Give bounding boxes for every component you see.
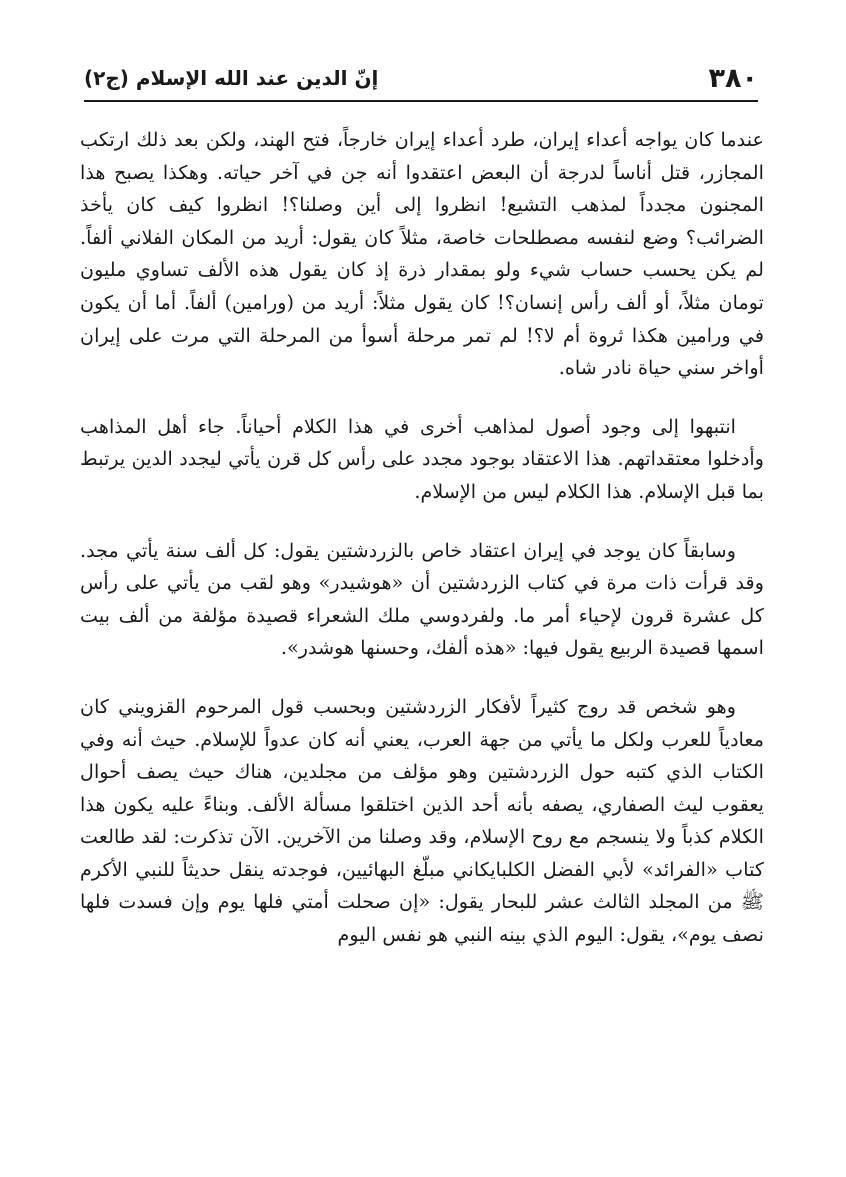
paragraph-1: عندما كان يواجه أعداء إيران، طرد أعداء إيران خارجاً، فتح الهند، ولكن بعد ذلك ارتكب المجازر، قتل أناساً لدرجة أن البعض اعتقدوا أنه جن في آخر حياته. وهكذا يصبح هذا المجنون مجدداً لمذهب التشيع! انظروا إلى أين وصلنا؟! انظروا كيف كان يأخذ الضرائب؟ وضع لنفسه مصطلحات خاصة، مثلاً كان يقول: أريد من المكان الفلاني ألفاً. لم يكن يحسب حساب شيء ولو بمقدار ذرة إذ كان يقول هذه الألف تساوي مليون تومان مثلاً، أو ألف رأس إنسان؟! كان يقول مثلاً: أريد من (ورامين) ألفاً. أما أن يكون في ورامين هكذا ثروة أم لا؟! لم تمر مرحلة أسوأ من المرحلة التي مرت على إيران أواخر سني حياة نادر شاه. [80,128,764,380]
running-title: إنّ الدين عند الله الإسلام (ج٢) [84,66,379,90]
paragraph-4: وهو شخص قد روج كثيراً لأفكار الزردشتين وبحسب قول المرحوم القزويني كان معادياً للعرب ولكل ما يأتي من جهة العرب، يعني أنه كان عدواً للإسلام. حيث أنه وفي الكتاب الذي كتبه حول الزردشتين وهو مؤلف من مجلدين، هناك حيث يصف أحوال يعقوب ليث الصفاري، يصفه بأنه أحد الذين اختلقوا مسألة الألف. وبناءً عليه يكون هذا الكلام كذباً ولا ينسجم مع روح الإسلام، وقد وصلنا من الآخرين. الآن تذكرت: لقد طالعت كتاب «الفرائد» لأبي الفضل الكلبايكاني مبلّغ البهائيين، فوجدته ينقل حديثاً للنبي الأكرم ﷺ من المجلد الثالث عشر للبحار يقول: «إن صحلت أمتي فلها يوم وإن فسدت فلها نصف يوم»، يقول: اليوم الذي بينه النبي هو نفس اليوم [80,694,764,947]
header-divider [84,100,758,102]
paragraph-3: وسابقاً كان يوجد في إيران اعتقاد خاص بالزردشتين يقول: كل ألف سنة يأتي مجد. وقد قرأت ذات مرة في كتاب الزردشتين أن «هوشيدر» وهو لقب من يأتي على رأس كل عشرة قرون لإحياء أمر ما. ولفردوسي ملك الشعراء قصيدة مؤلفة من ألف بيت اسمها قصيدة الربيع يقول فيها: «هذه ألفك، وحسنها هوشدر». [80,538,764,660]
body-text [80,124,764,952]
page-number: ٣٨٠ [708,62,758,94]
page-header [84,58,758,98]
paragraph-2: انتبهوا إلى وجود أصول لمذاهب أخرى في هذا الكلام أحياناً. جاء أهل المذاهب وأدخلوا معتقداتهم. هذا الاعتقاد بوجود مجدد على رأس كل قرن يأتي ليجدد الدين يرتبط بما قبل الإسلام. هذا الكلام ليس من الإسلام. [80,414,764,503]
